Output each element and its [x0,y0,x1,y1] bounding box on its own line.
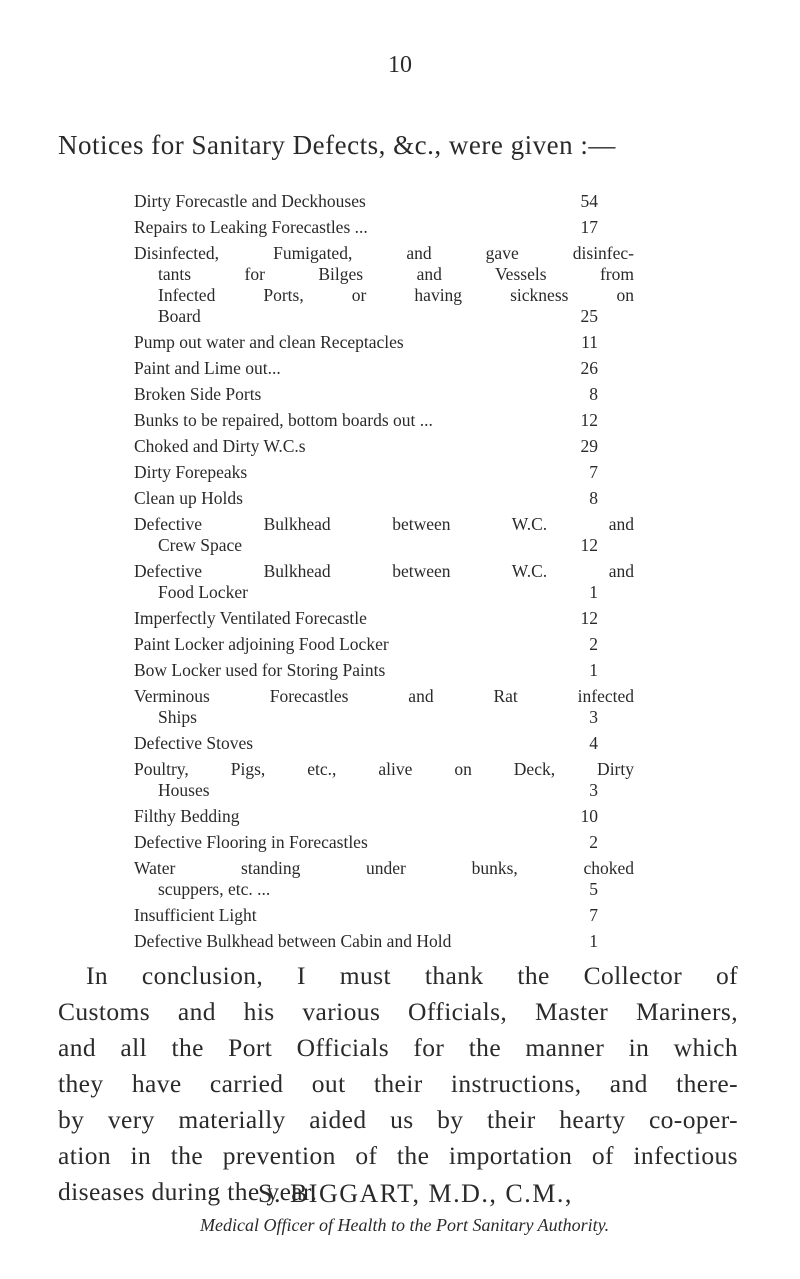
table-row [134,759,694,801]
defect-label-line: Dirty Forepeaks [134,462,248,482]
defect-label [134,561,694,603]
defect-label-line: Ships [158,707,197,727]
table-row [134,561,694,603]
defect-label-line: Dirty Forecastle and Deckhouses [134,191,366,211]
page-number: 10 [388,52,412,78]
table-row [134,243,694,327]
conclusion-line: diseases during the year. [58,1177,318,1206]
defect-label-line: Verminous Forecastles and Rat infected [134,686,634,706]
signature-title: Medical Officer of Health to the Port Sanitary Authority. [200,1215,610,1235]
defect-label-line: Defective Bulkhead between Cabin and Hold [134,931,452,951]
defect-label-line: Repairs to Leaking Forecastles ... [134,217,368,237]
defect-label [134,634,694,655]
defect-label-line: Bunks to be repaired, bottom boards out ... [134,410,433,430]
defect-count: 54 [580,191,598,211]
defect-count: 1 [589,660,598,680]
table-row [134,191,694,212]
table-row [134,410,694,431]
table-row [134,358,694,379]
defect-label-line: Water standing under bunks, choked [134,858,634,878]
defect-label-line: Filthy Bedding [134,806,240,826]
defect-count: 1 [589,582,598,602]
defect-count: 2 [589,832,598,852]
defect-count: 2 [589,634,598,654]
sanitary-defects-table [134,191,694,957]
defect-count: 17 [580,217,598,237]
defect-label-line: Insufficient Light [134,905,257,925]
table-row [134,608,694,629]
defect-label [134,488,694,509]
defect-label [134,191,694,212]
defect-count: 29 [580,436,598,456]
table-row [134,332,694,353]
defect-count: 8 [589,488,598,508]
defect-label-line: Houses [158,780,210,800]
conclusion-line: and all the Port Officials for the manner in which [58,1033,738,1062]
defect-label [134,832,694,853]
defect-label [134,217,694,238]
defect-label-line: Poultry, Pigs, etc., alive on Deck, Dirty [134,759,634,779]
defect-label [134,931,694,952]
defect-label [134,436,694,457]
defect-count: 3 [589,707,598,727]
defect-label [134,332,694,353]
defect-label-line: Defective Stoves [134,733,254,753]
defect-label [134,733,694,754]
defect-count: 12 [580,535,598,555]
defect-count: 1 [589,931,598,951]
defect-label-line: Food Locker [158,582,248,602]
defect-label-line: Paint Locker adjoining Food Locker [134,634,389,654]
defect-count: 11 [581,332,598,352]
conclusion-line: ation in the prevention of the importation of infectious [58,1141,738,1170]
conclusion-line: by very materially aided us by their hearty co-oper- [58,1105,738,1134]
defect-label-line: Disinfected, Fumigated, and gave disinfec- [134,243,634,263]
defect-count: 12 [580,608,598,628]
defect-count: 25 [580,306,598,326]
table-row [134,733,694,754]
defect-count: 10 [580,806,598,826]
table-row [134,806,694,827]
table-row [134,832,694,853]
defect-count: 3 [589,780,598,800]
defect-count: 5 [589,879,598,899]
conclusion-line: they have carried out their instructions, and there- [58,1069,738,1098]
defect-label-line: tants for Bilges and Vessels from [158,264,634,284]
defect-label-line: Crew Space [158,535,243,555]
defect-label-line: Infected Ports, or having sickness on [158,285,634,305]
table-row [134,436,694,457]
defect-label [134,806,694,827]
defect-label [134,905,694,926]
table-row [134,217,694,238]
defect-label-line: Defective Bulkhead between W.C. and [134,561,634,581]
defect-label [134,858,694,900]
conclusion-line: Customs and his various Officials, Master Mariners, [58,997,738,1026]
defect-label-line: Defective Bulkhead between W.C. and [134,514,634,534]
table-row [134,462,694,483]
defect-label-line: scuppers, etc. ... [158,879,271,899]
defect-count: 4 [589,733,598,753]
defect-label-line: Paint and Lime out... [134,358,281,378]
defect-label [134,358,694,379]
defect-label [134,462,694,483]
table-row [134,660,694,681]
defect-label-line: Broken Side Ports [134,384,262,404]
table-row [134,384,694,405]
defect-count: 26 [580,358,598,378]
defect-label-line: Pump out water and clean Receptacles [134,332,404,352]
defect-label-line: Clean up Holds [134,488,243,508]
defect-label [134,608,694,629]
table-row [134,488,694,509]
table-row [134,931,694,952]
defect-label [134,514,694,556]
conclusion-paragraph [58,958,738,1210]
defect-count: 7 [589,905,598,925]
defect-count: 7 [589,462,598,482]
table-row [134,905,694,926]
defect-label [134,660,694,681]
defect-label [134,243,694,327]
defect-label [134,410,694,431]
defect-label [134,759,694,801]
defect-label-line: Imperfectly Ventilated Forecastle [134,608,367,628]
defect-label [134,384,694,405]
signature: S. BIGGART, M.D., C.M., [258,1179,573,1208]
defect-label-line: Board [158,306,201,326]
table-row [134,514,694,556]
section-heading: Notices for Sanitary Defects, &c., were given :— [58,130,616,160]
defect-count: 12 [580,410,598,430]
table-row [134,634,694,655]
defect-count: 8 [589,384,598,404]
conclusion-line: In conclusion, I must thank the Collector of [86,961,738,990]
defect-label [134,686,694,728]
table-row [134,858,694,900]
defect-label-line: Defective Flooring in Forecastles [134,832,368,852]
defect-label-line: Choked and Dirty W.C.s [134,436,306,456]
table-row [134,686,694,728]
defect-label-line: Bow Locker used for Storing Paints [134,660,386,680]
